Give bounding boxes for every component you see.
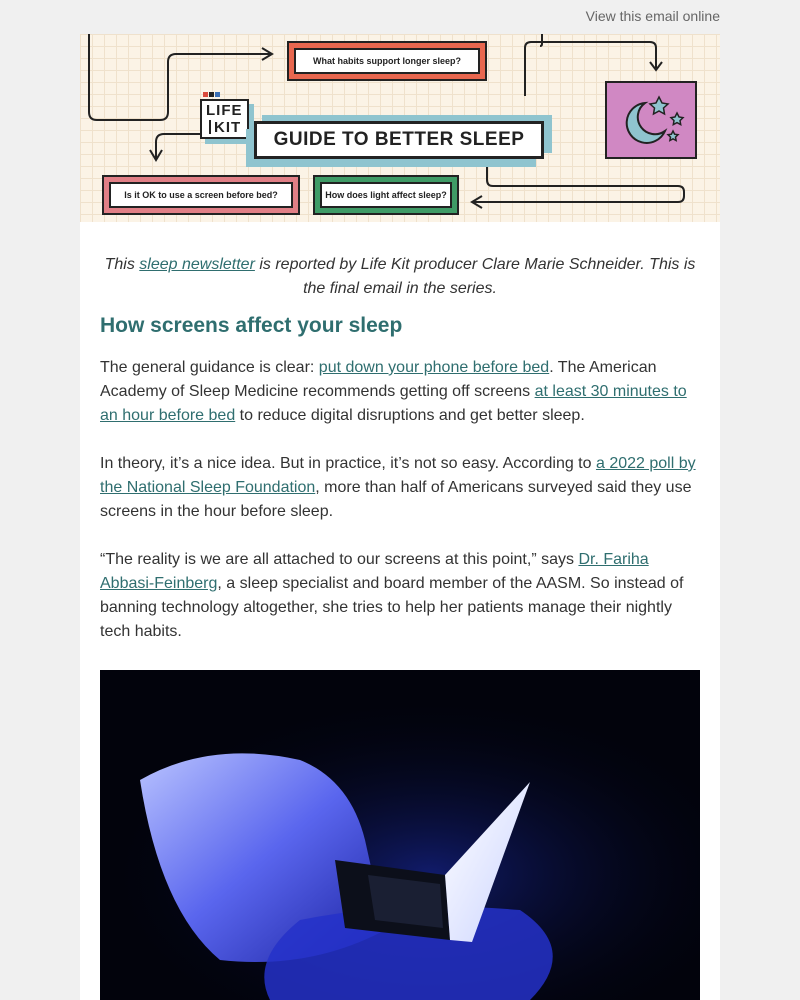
email-body (80, 34, 720, 1000)
question-card-screen: Is it OK to use a screen before bed? (102, 175, 300, 215)
laptop-pillow-illustration (100, 670, 700, 1000)
laptop-in-bed-photo (100, 670, 700, 1000)
night-sky-tile (605, 81, 697, 159)
phone-before-bed-link[interactable]: put down your phone before bed (318, 359, 550, 376)
paragraph-quote: “The reality is we are all attached to our screens at this point,” says Dr. Fariha Abbasi-Feinberg, a sleep specialist and board member of the AASM. So instead of banning technology altogether, she tries to help her patients manage their nightly tech habits. (100, 551, 684, 640)
header-illustration (80, 34, 720, 222)
paragraph-poll: In theory, it’s a nice idea. But in practice, it’s not so easy. According to a 2022 poll by the National Sleep Foundation, more than half of Americans surveyed said they use screens in the hour before sleep. (100, 455, 696, 520)
dr-abbasi-feinberg-link[interactable]: Dr. Fariha Abbasi-Feinberg (100, 551, 649, 592)
question-card-habits: What habits support longer sleep? (287, 41, 487, 81)
lifekit-wordmark: LIFEKIT (200, 99, 249, 139)
npr-logo (203, 92, 220, 97)
view-online-link[interactable]: View this email online (585, 8, 720, 24)
email-preheader (0, 0, 800, 34)
sleep-foundation-poll-link[interactable]: a 2022 poll by the National Sleep Foundation (100, 455, 696, 496)
section-heading: How screens affect your sleep (100, 314, 403, 337)
intro-note: This sleep newsletter is reported by Life Kit producer Clare Marie Schneider. This is the final email in the series. (104, 256, 696, 297)
sleep-newsletter-link[interactable]: sleep newsletter (139, 256, 255, 273)
paragraph-guidance: The general guidance is clear: put down your phone before bed. The American Academy of Sleep Medicine recommends getting off screens at least 30 minutes to an hour before bed to reduce digital disruptions and get better sleep. (100, 359, 687, 424)
star-icon (671, 113, 683, 125)
star-icon (668, 131, 678, 141)
thirty-minutes-link[interactable]: at least 30 minutes to an hour before bed (100, 383, 687, 424)
moon-icon (607, 83, 695, 157)
star-icon (650, 97, 668, 114)
guide-title: GUIDE TO BETTER SLEEP (254, 121, 544, 159)
question-card-light: How does light affect sleep? (313, 175, 459, 215)
